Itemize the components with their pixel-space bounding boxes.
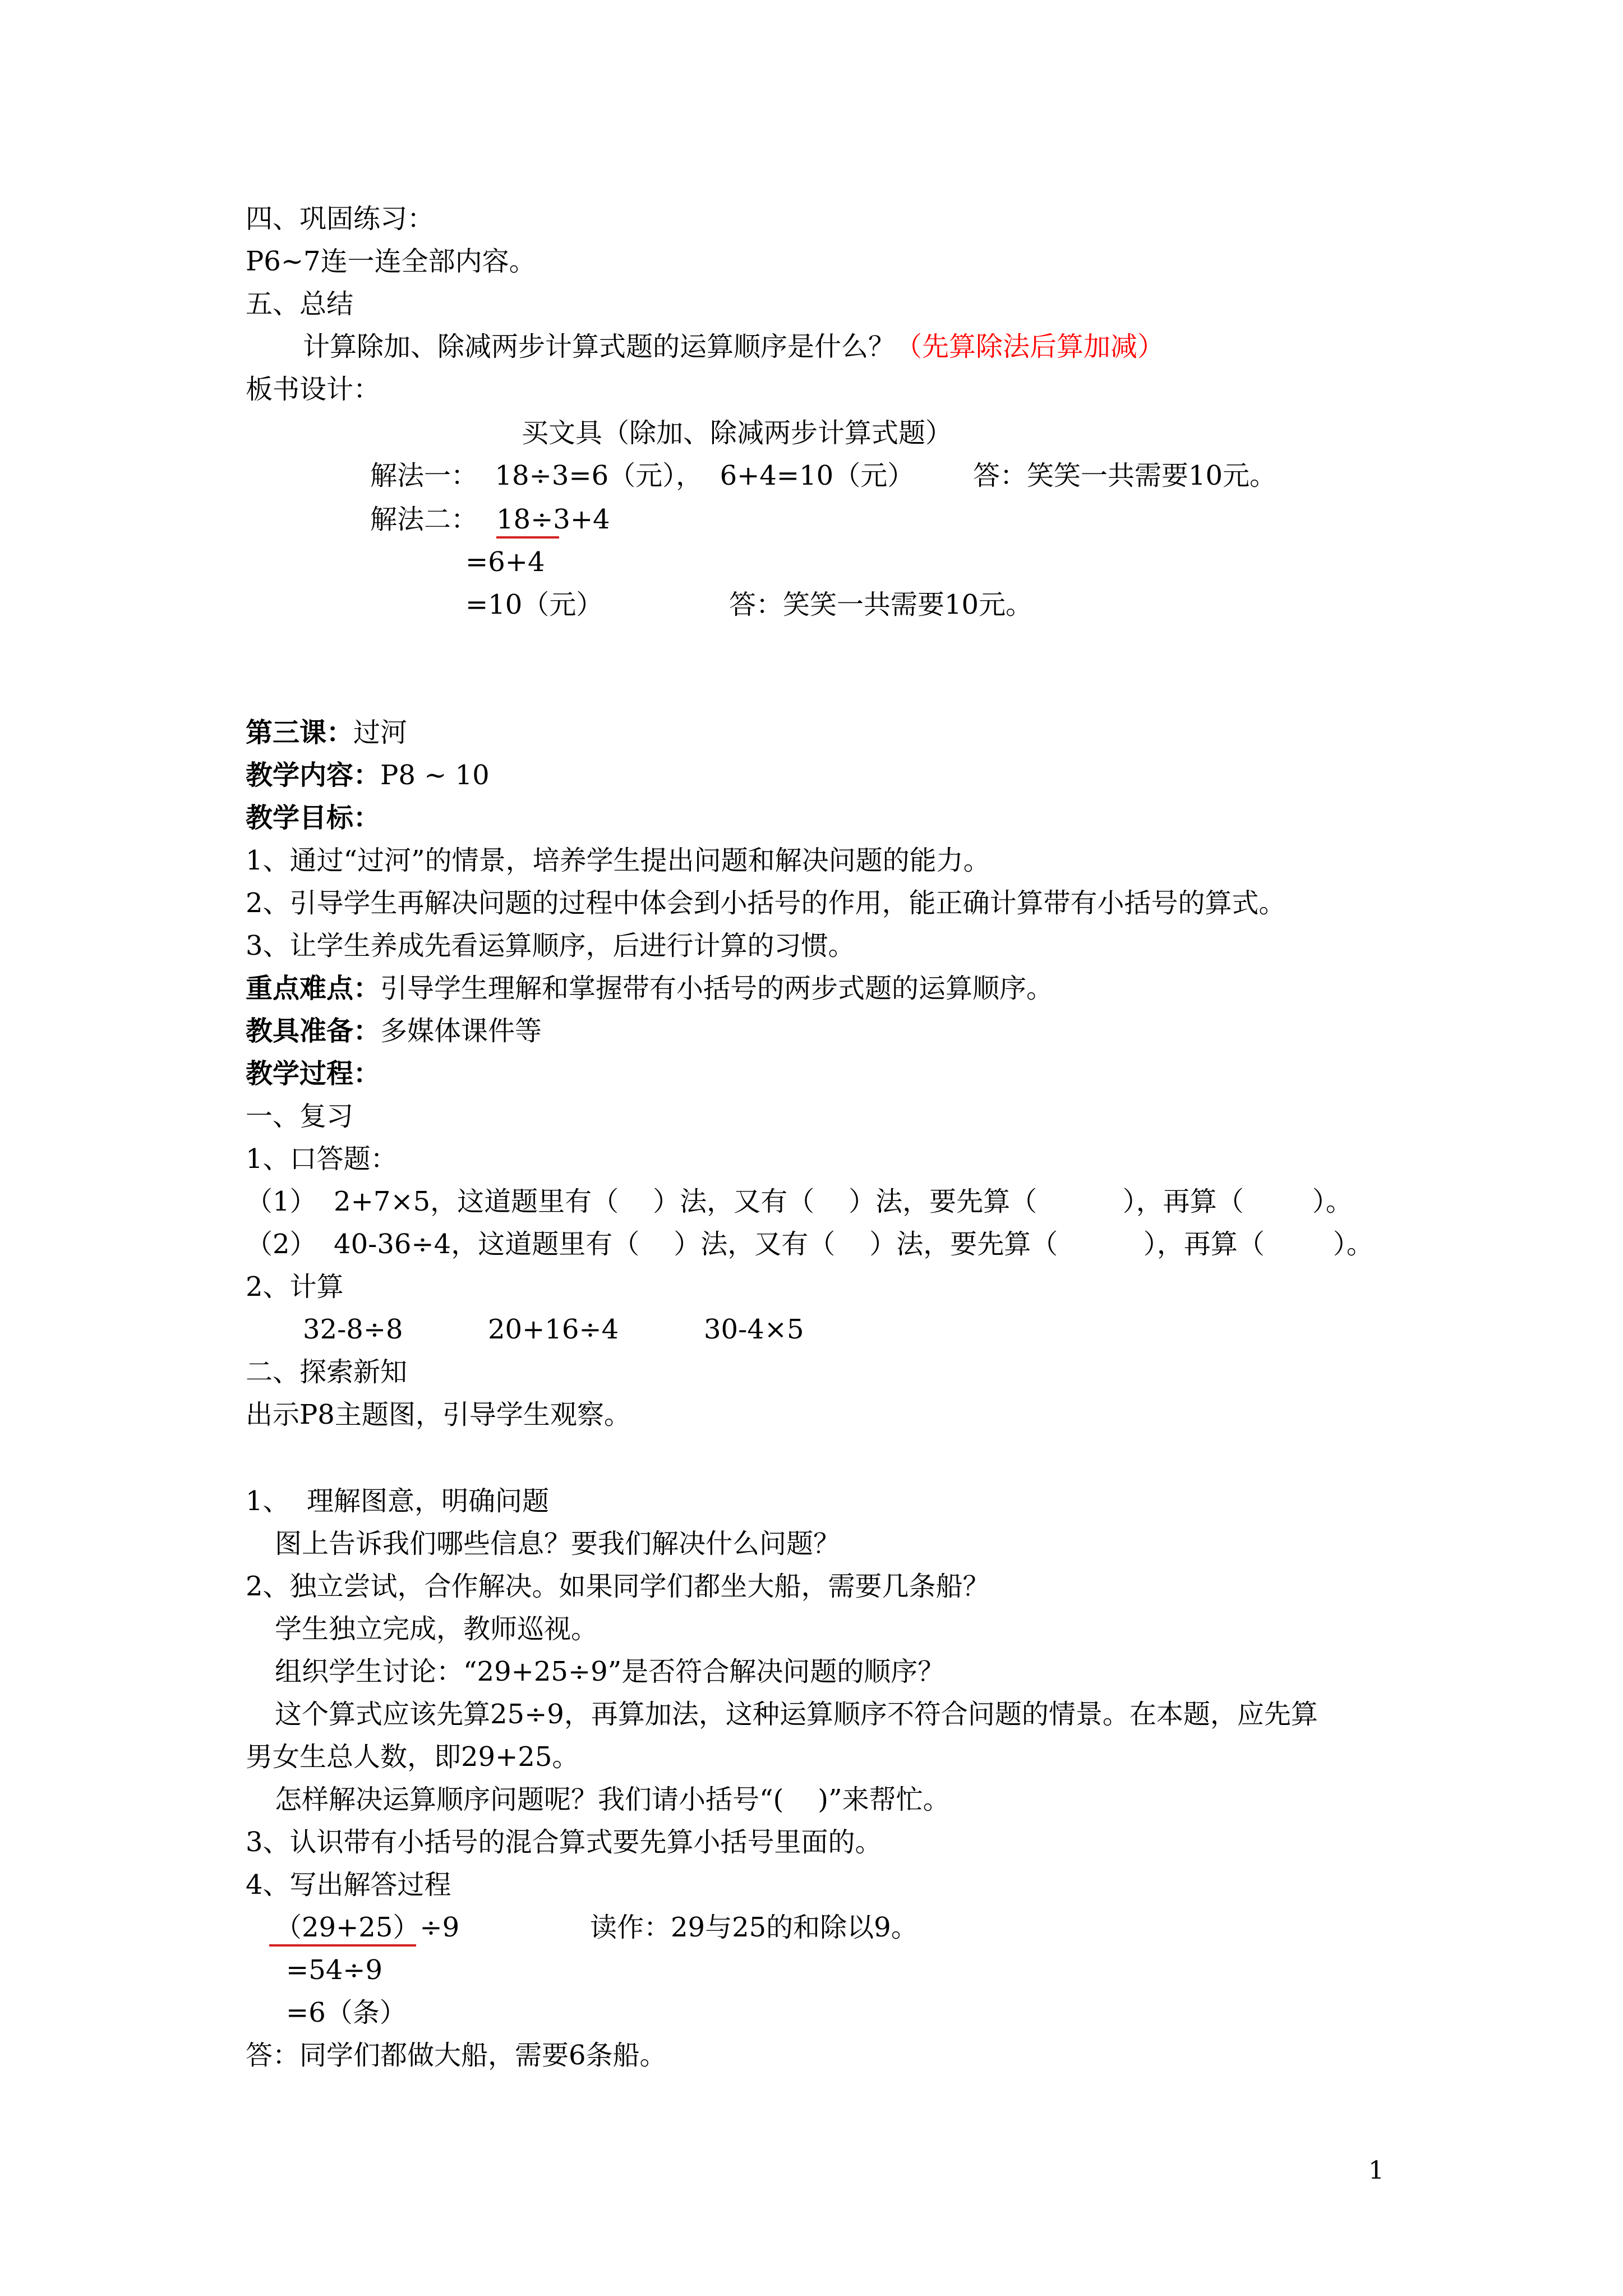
step-2-detail: 学生独立完成，教师巡视。 bbox=[275, 1613, 598, 1645]
section4-line: P6~7连一连全部内容。 bbox=[246, 246, 536, 277]
lesson3-content bbox=[246, 758, 490, 792]
page-number: 1 bbox=[1368, 2156, 1384, 2185]
summary-answer: （先算除法后算加减） bbox=[895, 331, 1165, 362]
calc-item: 32-8÷8 bbox=[303, 1314, 403, 1345]
step-1-detail: 图上告诉我们哪些信息？要我们解决什么问题？ bbox=[275, 1528, 841, 1559]
method2-underline bbox=[496, 536, 559, 539]
solution-step: =6（条） bbox=[286, 1997, 407, 2028]
board-answer2: 答：笑笑一共需要10元。 bbox=[729, 589, 1033, 620]
key-points bbox=[246, 972, 1053, 1005]
lesson3-title-label: 第三课： bbox=[246, 717, 354, 748]
calc-item: 20+16÷4 bbox=[488, 1314, 619, 1345]
board-method2-expr: 18÷3+4 bbox=[496, 504, 610, 535]
lesson3-content-label: 教学内容： bbox=[246, 760, 381, 791]
step-2-detail: 怎样解决运算顺序问题呢？我们请小括号“( )”来帮忙。 bbox=[275, 1784, 950, 1815]
lesson3-title-text: 过河 bbox=[353, 717, 408, 748]
oral-question-2: （2） 40-36÷4，这道题里有（ ）法，又有（ ）法，要先算（ ），再算（ ）。 bbox=[246, 1228, 1373, 1260]
oral-question-1: （1） 2+7×5，这道题里有（ ）法，又有（ ）法，要先算（ ），再算（ ）。 bbox=[246, 1186, 1353, 1217]
calc-label: 2、计算 bbox=[246, 1271, 344, 1303]
step-2-detail: 这个算式应该先算25÷9，再算加法，这种运算顺序不符合问题的情景。在本题，应先算 bbox=[275, 1699, 1318, 1730]
explore-intro: 出示P8主题图，引导学生观察。 bbox=[246, 1399, 631, 1430]
goal-item: 2、引导学生再解决问题的过程中体会到小括号的作用，能正确计算带有小括号的算式。 bbox=[246, 887, 1286, 919]
expression-underline bbox=[269, 1944, 416, 1947]
step-2-detail: 组织学生讨论：“29+25÷9”是否符合解决问题的顺序？ bbox=[275, 1656, 945, 1687]
review-heading: 一、复习 bbox=[246, 1101, 354, 1132]
lesson3-goals-label: 教学目标： bbox=[246, 802, 381, 834]
oral-label: 1、口答题： bbox=[246, 1143, 398, 1175]
calc-item: 30-4×5 bbox=[704, 1314, 804, 1345]
goal-item: 3、让学生养成先看运算顺序，后进行计算的习惯。 bbox=[246, 930, 855, 961]
tools-text: 多媒体课件等 bbox=[380, 1015, 542, 1047]
tools bbox=[246, 1014, 542, 1048]
step-1: 1、 理解图意，明确问题 bbox=[246, 1485, 550, 1517]
lesson3-content-text: P8 ~ 10 bbox=[380, 760, 490, 791]
key-label: 重点难点： bbox=[246, 973, 381, 1004]
step-2-detail: 男女生总人数，即29+25。 bbox=[246, 1741, 579, 1773]
solution-reading: 读作：29与25的和除以9。 bbox=[590, 1912, 918, 1943]
step-4: 4、写出解答过程 bbox=[246, 1869, 451, 1901]
goal-item: 1、通过“过河”的情景，培养学生提出问题和解决问题的能力。 bbox=[246, 845, 990, 876]
board-step2: =10（元） bbox=[465, 589, 603, 620]
section4-heading: 四、巩固练习： bbox=[246, 203, 435, 234]
explore-heading: 二、探索新知 bbox=[246, 1356, 408, 1388]
board-label: 板书设计： bbox=[246, 374, 381, 405]
summary-question: 计算除加、除减两步计算式题的运算顺序是什么？ bbox=[303, 331, 896, 362]
solution-step: =54÷9 bbox=[286, 1954, 383, 1986]
section5-heading: 五、总结 bbox=[246, 288, 354, 320]
board-method1: 解法一： 18÷3=6（元）， 6+4=10（元） bbox=[370, 460, 915, 491]
summary-line bbox=[303, 330, 1164, 364]
tools-label: 教具准备： bbox=[246, 1015, 381, 1047]
process-label: 教学过程： bbox=[246, 1058, 381, 1089]
final-answer: 答：同学们都做大船，需要6条船。 bbox=[246, 2040, 667, 2071]
step-3: 3、认识带有小括号的混合算式要先算小括号里面的。 bbox=[246, 1826, 882, 1858]
key-text: 引导学生理解和掌握带有小括号的两步式题的运算顺序。 bbox=[380, 973, 1054, 1004]
lesson3-title bbox=[246, 716, 407, 749]
board-title: 买文具（除加、除减两步计算式题） bbox=[522, 417, 953, 449]
solution-expression: （29+25）÷9 bbox=[275, 1912, 460, 1943]
board-step1: =6+4 bbox=[465, 546, 545, 578]
step-2: 2、独立尝试，合作解决。如果同学们都坐大船，需要几条船？ bbox=[246, 1571, 990, 1602]
board-method2-label: 解法二： bbox=[370, 504, 478, 535]
board-answer1: 答：笑笑一共需要10元。 bbox=[973, 460, 1277, 491]
